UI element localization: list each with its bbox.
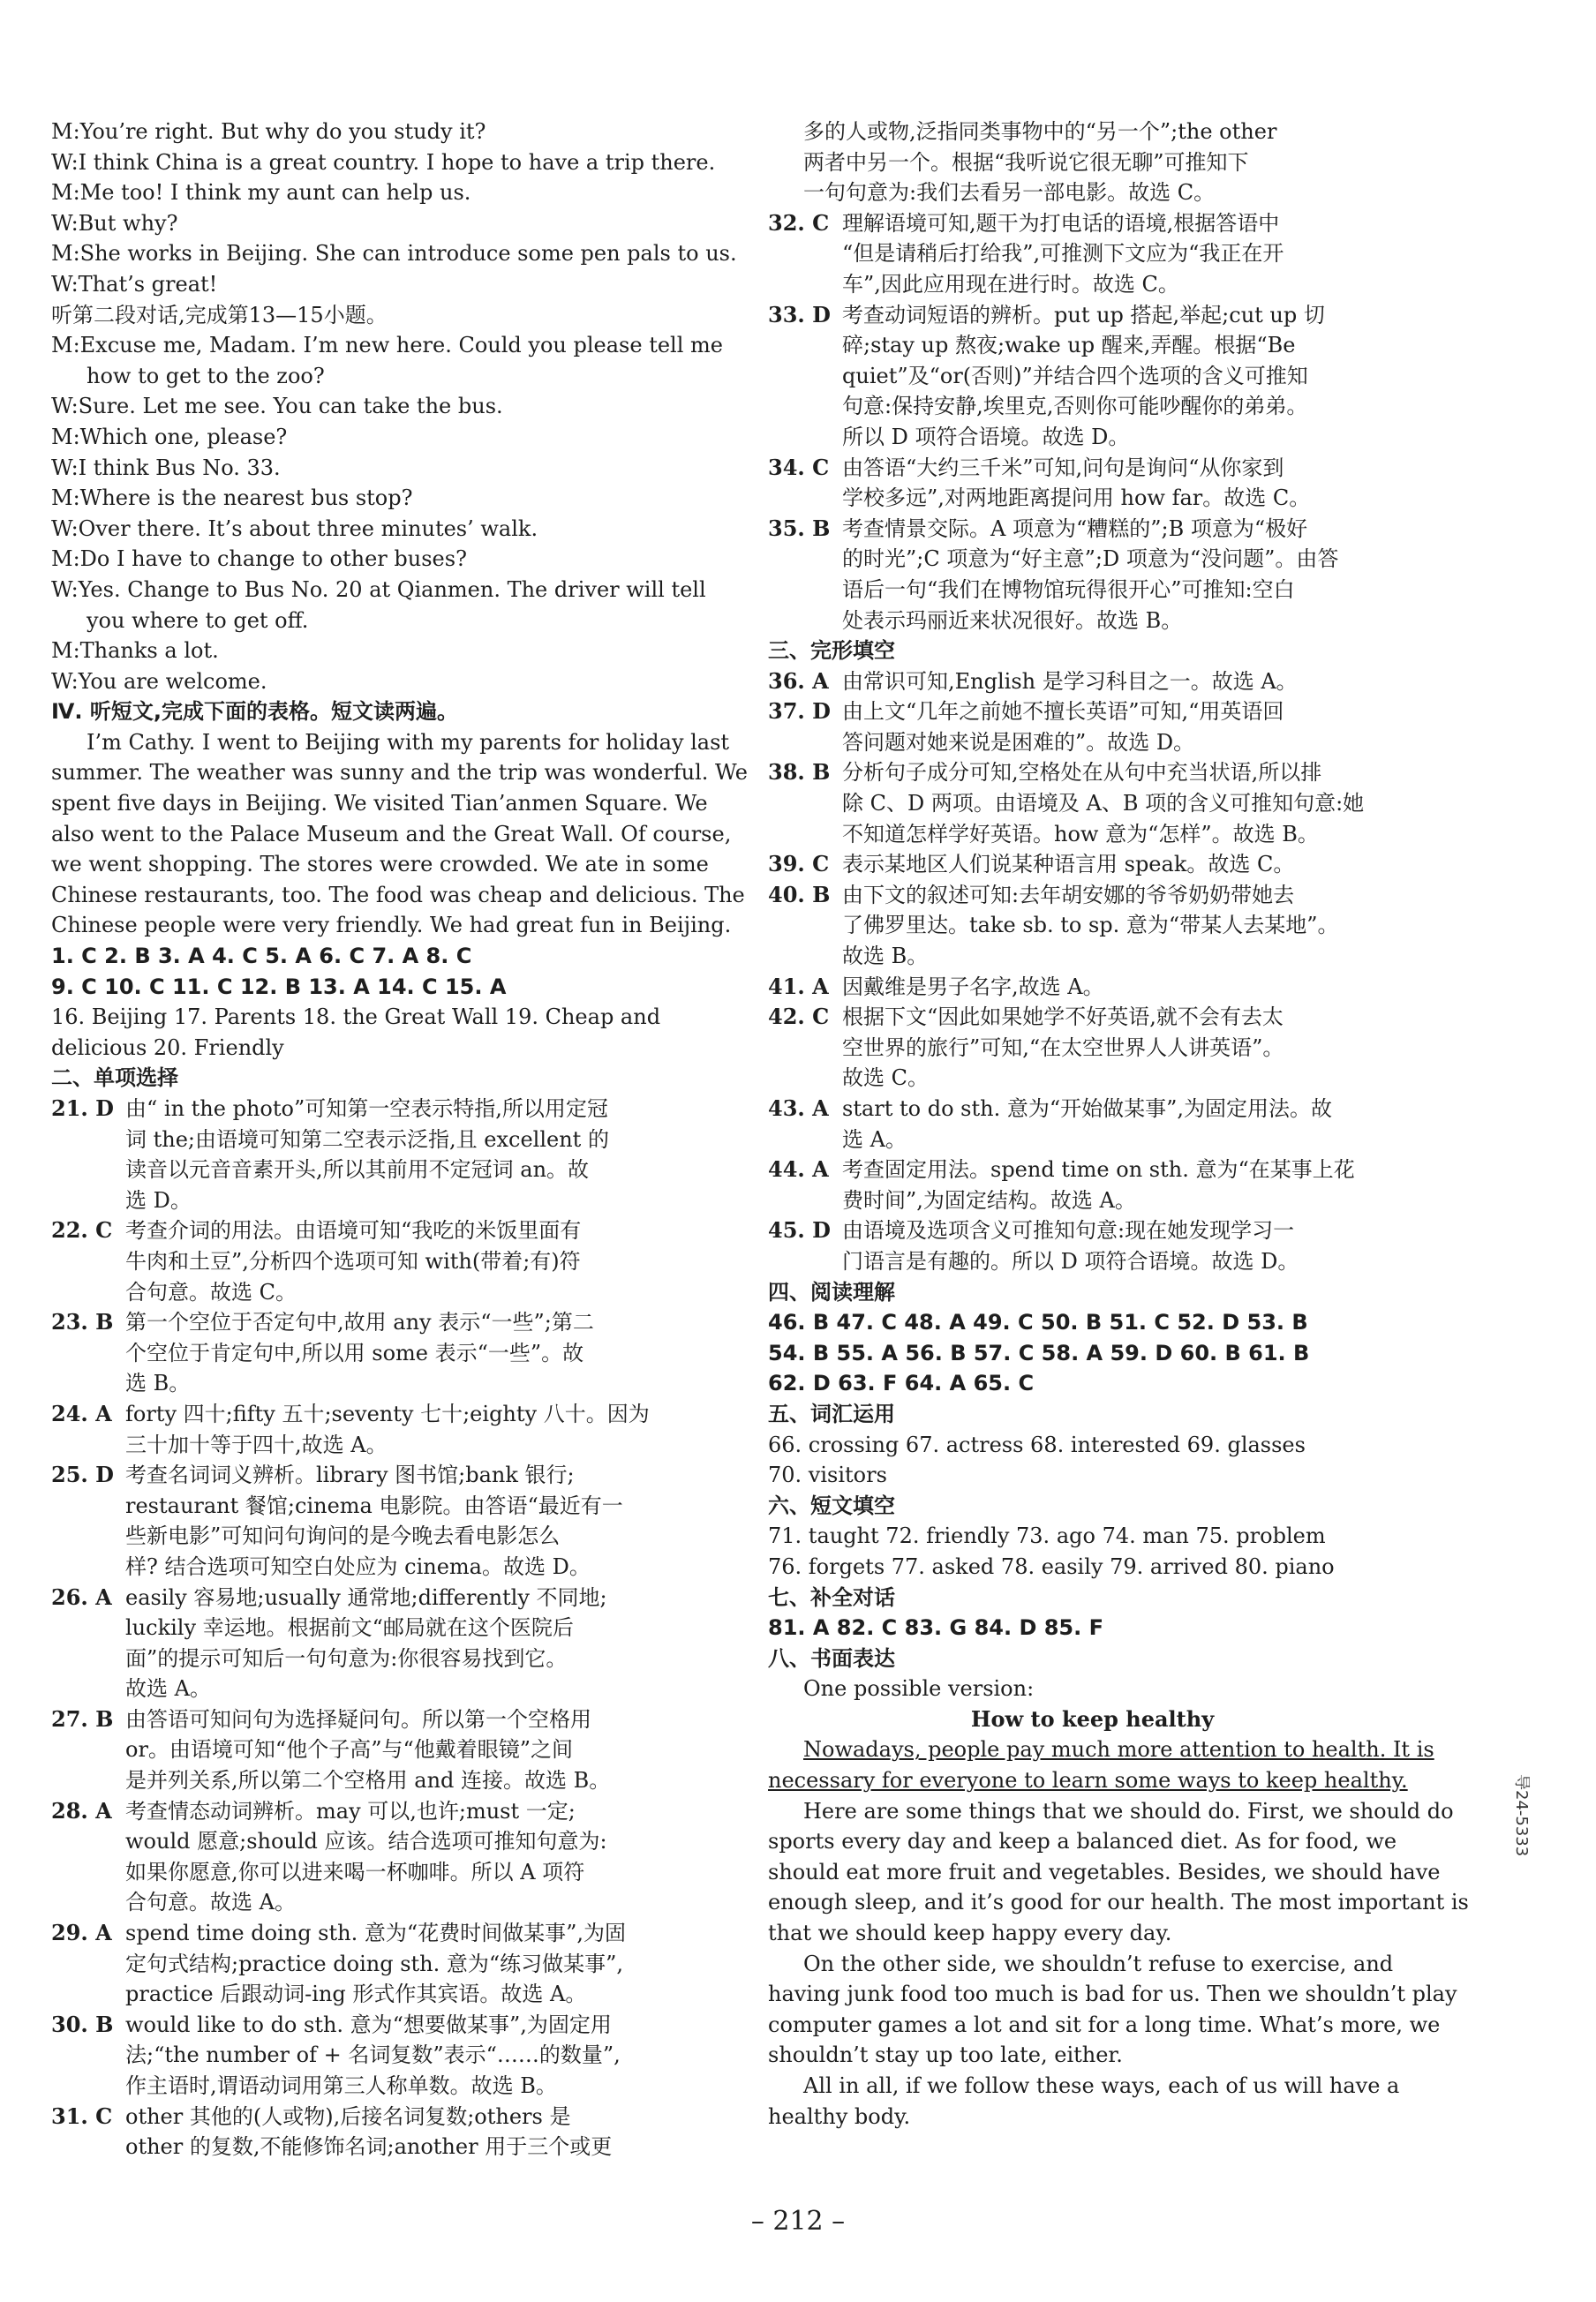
- explanation-line: 由答语可知问句为选择疑问句。所以第一个空格用: [125, 1706, 591, 1732]
- explanation-line: 合句意。故选 A。: [125, 1890, 296, 1915]
- dialogue-line: you where to get off.: [87, 607, 309, 633]
- item-explanation: [125, 1399, 700, 1460]
- explanation-line: 考查情景交际。A 项意为“糟糕的”;B 项意为“极好: [842, 515, 1308, 541]
- dialogue-two: [51, 330, 723, 696]
- item-number: 41. A: [768, 973, 829, 999]
- explanation-item: [768, 696, 1417, 757]
- item-number: 36. A: [768, 667, 829, 694]
- answer-row: 66. crossing 67. actress 68. interested 69. glasses: [768, 1432, 1306, 1457]
- explanation-line: 个空位于肯定句中,所以用 some 表示“一些”。故: [125, 1340, 584, 1365]
- explanation-item: [768, 1002, 1417, 1094]
- section-heading: 七、补全对话: [768, 1584, 895, 1610]
- item-explanation: [842, 208, 1417, 300]
- explanation-item: [51, 2010, 700, 2102]
- explanation-line: other 其他的(人或物),后接名词复数;others 是: [125, 2103, 571, 2129]
- explanation-item: [768, 300, 1417, 453]
- explanation-line: would 愿意;should 应该。结合选项可推知句意为:: [125, 1829, 607, 1854]
- dialogue-line: M:Do I have to change to other buses?: [51, 546, 467, 572]
- item-explanation: [842, 696, 1417, 757]
- item-explanation: [125, 1704, 700, 1796]
- explanation-line: easily 容易地;usually 通常地;differently 不同地;: [125, 1584, 607, 1610]
- explanation-line: would like to do sth. 意为“想要做某事”,为固定用: [125, 2012, 612, 2037]
- essay-line: shouldn’t stay up too late, either.: [768, 2042, 1123, 2068]
- explanation-line: 如果你愿意,你可以进来喝一杯咖啡。所以 A 项符: [125, 1859, 585, 1884]
- item-explanation: [125, 1307, 700, 1399]
- item-number: 24. A: [51, 1400, 112, 1426]
- possible-version-label: One possible version:: [803, 1676, 1035, 1702]
- dialogue-one: [51, 117, 737, 300]
- explanation-item: [768, 514, 1417, 636]
- explanation-line: other 的复数,不能修饰名词;another 用于三个或更: [125, 2134, 613, 2160]
- explanation-line: 空世界的旅行”可知,“在太空世界人人讲英语”。: [842, 1034, 1284, 1060]
- item-explanation: [125, 1460, 700, 1582]
- item-number: 37. D: [768, 698, 831, 725]
- dialogue-line: W:Sure. Let me see. You can take the bus.: [51, 394, 503, 419]
- item-number: 40. B: [768, 881, 831, 907]
- explanation-item: [768, 208, 1417, 300]
- explanation-line: 法;“the number of + 名词复数”表示“……的数量”,: [125, 2042, 621, 2068]
- answer-row: 1. C 2. B 3. A 4. C 5. A 6. C 7. A 8. C: [51, 944, 472, 969]
- explanation-line: forty 四十;fifty 五十;seventy 七十;eighty 八十。因为: [125, 1401, 650, 1426]
- explanation-line: 考查介词的用法。由语境可知“我吃的米饭里面有: [125, 1218, 582, 1244]
- section-heading: 三、完形填空: [768, 638, 895, 664]
- explanation-item: [51, 1399, 700, 1460]
- explanation-line: 处表示玛丽近来状况很好。故选 B。: [842, 607, 1183, 633]
- essay-line: enough sleep, and it’s good for our health. The most important is: [768, 1890, 1469, 1915]
- item-number: 33. D: [768, 301, 831, 327]
- item-explanation: [125, 2102, 700, 2163]
- item-explanation: [125, 2010, 700, 2102]
- explanation-item: [768, 1215, 1417, 1276]
- item-number: 25. D: [51, 1462, 114, 1488]
- answer-row: 54. B 55. A 56. B 57. C 58. A 59. D 60. B 61. B: [768, 1340, 1310, 1365]
- answer-row: delicious 20. Friendly: [51, 1034, 284, 1060]
- explanation-item: [51, 1704, 700, 1796]
- single-choice-explanations: [51, 1094, 700, 2163]
- essay-line: All in all, if we follow these ways, each of us will have a: [803, 2073, 1400, 2098]
- essay-line: computer games a lot and sit for a long time. What’s more, we: [768, 2012, 1441, 2037]
- item-number: 29. A: [51, 1920, 112, 1946]
- explanation-item: [51, 2102, 700, 2163]
- explanation-line: 车”,因此应用现在进行时。故选 C。: [842, 271, 1179, 297]
- explanation-line: 两者中另一个。根据“我听说它很无聊”可推知下: [803, 149, 1249, 175]
- explanation-line: 考查情态动词辨析。may 可以,也许;must 一定;: [125, 1798, 576, 1824]
- dialogue-line: W:I think China is a great country. I hope to have a trip there.: [51, 149, 716, 175]
- essay-line: On the other side, we shouldn’t refuse to exercise, and: [803, 1951, 1394, 1976]
- dialogue-line: W:That’s great!: [51, 271, 218, 297]
- section-heading: 六、短文填空: [768, 1493, 895, 1518]
- explanation-line: 合句意。故选 C。: [125, 1279, 297, 1305]
- explanation-line: start to do sth. 意为“开始做某事”,为固定用法。故: [842, 1096, 1333, 1121]
- answer-row: 9. C 10. C 11. C 12. B 13. A 14. C 15. A: [51, 974, 507, 999]
- explanation-item: [768, 1155, 1417, 1215]
- explanation-line: 句意:保持安静,埃里克,否则你可能吵醒你的弟弟。: [842, 394, 1308, 419]
- explanation-line: 因戴维是男子名字,故选 A。: [842, 974, 1104, 999]
- explanation-line: 牛肉和土豆”,分析四个选项可知 with(带着;有)符: [125, 1248, 581, 1274]
- dialogue-line: W:I think Bus No. 33.: [51, 455, 281, 480]
- item-explanation: [842, 1002, 1417, 1094]
- explanation-line: 根据下文“因此如果她学不好英语,就不会有去太: [842, 1004, 1284, 1030]
- explanation-line: 分析句子成分可知,空格处在从句中充当状语,所以排: [842, 760, 1322, 786]
- passage-line: also went to the Palace Museum and the Great Wall. Of course,: [51, 821, 732, 846]
- item-explanation: [125, 1796, 700, 1918]
- section-heading: 八、书面表达: [768, 1645, 895, 1671]
- item-explanation: [842, 1155, 1417, 1215]
- answer-row: 81. A 82. C 83. G 84. D 85. F: [768, 1615, 1103, 1641]
- item-explanation: [842, 453, 1417, 514]
- explanation-item: [51, 1918, 700, 2010]
- explanation-line: 语后一句“我们在博物馆玩得很开心”可推知:空白: [842, 576, 1295, 602]
- passage-line: we went shopping. The stores were crowded. We ate in some: [51, 852, 709, 877]
- item-explanation: [842, 757, 1417, 849]
- answer-row: 16. Beijing 17. Parents 18. the Great Wall 19. Cheap and: [51, 1004, 661, 1030]
- dialogue-line: M:Where is the nearest bus stop?: [51, 485, 413, 511]
- explanation-item: [768, 666, 1417, 697]
- explanation-item: [768, 972, 1417, 1003]
- essay-line: healthy body.: [768, 2103, 911, 2129]
- item-number: 28. A: [51, 1797, 112, 1824]
- item-number: 43. A: [768, 1095, 829, 1121]
- item-number: 38. B: [768, 759, 831, 786]
- explanation-line: “但是请稍后打给我”,可推测下文应为“我正在开: [842, 241, 1284, 267]
- explanation-line: 所以 D 项符合语境。故选 D。: [842, 424, 1130, 449]
- explanation-line: restaurant 餐馆;cinema 电影院。由答语“最近有一: [125, 1493, 623, 1518]
- item-number: 35. B: [768, 515, 831, 541]
- listening-passage: [51, 727, 748, 941]
- dialogue-line: M:You’re right. But why do you study it?: [51, 119, 486, 144]
- item-explanation: [125, 1918, 700, 2010]
- essay-line: that we should keep happy every day.: [768, 1921, 1172, 1946]
- answer-row: 70. visitors: [768, 1463, 887, 1488]
- passage-line: summer. The weather was sunny and the trip was wonderful. We: [51, 760, 748, 786]
- explanation-line: practice 后跟动词-ing 形式作其宾语。故选 A。: [125, 1982, 587, 2007]
- item-explanation: [842, 1215, 1417, 1276]
- explanation-item: [51, 1307, 700, 1399]
- item-number: 32. C: [768, 209, 830, 236]
- explanation-item: [51, 1215, 700, 1307]
- item-number: 31. C: [51, 2103, 113, 2129]
- left-column: [51, 117, 748, 2163]
- explanation-line: 的时光”;C 项意为“好主意”;D 项意为“没问题”。由答: [842, 546, 1339, 572]
- explanation-line: 由上文“几年之前她不擅长英语”可知,“用英语回: [842, 699, 1284, 725]
- explanation-line: 理解语境可知,题干为打电话的语境,根据答语中: [842, 210, 1280, 236]
- explanation-line: 由答语“大约三千米”可知,问句是询问“从你家到: [842, 455, 1284, 480]
- essay-underlined-line: Nowadays, people pay much more attention to health. It is: [803, 1737, 1434, 1763]
- explanation-line: 面”的提示可知后一句句意为:你很容易找到它。: [125, 1645, 568, 1671]
- explanation-item: [51, 1094, 700, 1215]
- explanation-item: [768, 757, 1417, 849]
- explanation-line: 三十加十等于四十,故选 A。: [125, 1432, 388, 1457]
- item-explanation: [125, 1583, 700, 1704]
- answer-row: 71. taught 72. friendly 73. ago 74. man 75. problem: [768, 1523, 1326, 1549]
- explanation-line: 除 C、D 两项。由语境及 A、B 项的含义可推知句意:她: [842, 791, 1365, 816]
- passage-line: Chinese restaurants, too. The food was cheap and delicious. The: [51, 882, 745, 907]
- explanation-line: 故选 C。: [842, 1065, 929, 1091]
- explanation-line: 答问题对她来说是困难的”。故选 D。: [842, 729, 1195, 755]
- explanation-line: 了佛罗里达。take sb. to sp. 意为“带某人去某地”。: [842, 913, 1339, 938]
- explanation-line: or。由语境可知“他个子高”与“他戴着眼镜”之间: [125, 1737, 573, 1763]
- explanation-line: 样? 结合选项可知空白处应为 cinema。故选 D。: [125, 1553, 591, 1579]
- explanation-line: 考查动词短语的辨析。put up 搭起,举起;cut up 切: [842, 302, 1325, 327]
- item-number: 44. A: [768, 1156, 829, 1183]
- explanation-line: 定句式结构;practice doing sth. 意为“练习做某事”,: [125, 1951, 624, 1976]
- explanation-line: 考查名词词义辨析。library 图书馆;bank 银行;: [125, 1463, 575, 1488]
- explanation-line: 由常识可知,English 是学习科目之一。故选 A。: [842, 668, 1298, 694]
- explanation-line: 不知道怎样学好英语。how 意为“怎样”。故选 B。: [842, 821, 1319, 846]
- explanation-item: [51, 1460, 700, 1582]
- item-number: 34. C: [768, 454, 830, 480]
- item-explanation: [842, 880, 1417, 972]
- explanation-line: 表示某地区人们说某种语言用 speak。故选 C。: [842, 852, 1295, 877]
- explanation-line: 故选 B。: [842, 944, 929, 969]
- essay-line: Here are some things that we should do. First, we should do: [803, 1798, 1454, 1824]
- item-explanation: [125, 1094, 700, 1215]
- item-number: 27. B: [51, 1705, 114, 1732]
- page-number: – 212 –: [750, 2206, 846, 2237]
- dialogue-line: M:Me too! I think my aunt can help us.: [51, 180, 471, 206]
- item-explanation: [842, 300, 1417, 453]
- essay-underlined-line: necessary for everyone to learn some ways to keep healthy.: [768, 1768, 1408, 1794]
- single-choice-explanations: [768, 208, 1417, 636]
- passage-line: I’m Cathy. I went to Beijing with my parents for holiday last: [87, 729, 730, 755]
- explanation-line: 碎;stay up 熬夜;wake up 醒来,弄醒。根据“Be: [842, 333, 1296, 358]
- item-explanation: [842, 849, 1417, 880]
- item-number: 23. B: [51, 1309, 114, 1335]
- item-number: 42. C: [768, 1004, 830, 1030]
- explanation-line: 由“ in the photo”可知第一空表示特指,所以用定冠: [125, 1096, 608, 1121]
- explanation-line: 费时间”,为固定结构。故选 A。: [842, 1187, 1136, 1213]
- item-number: 21. D: [51, 1095, 114, 1121]
- dialogue-line: M:Excuse me, Madam. I’m new here. Could you please tell me: [51, 333, 723, 358]
- section-heading: Ⅳ. 听短文,完成下面的表格。短文读两遍。: [51, 699, 458, 725]
- explanation-line: 一句句意为:我们去看另一部电影。故选 C。: [803, 180, 1216, 206]
- explanation-item: [51, 1583, 700, 1704]
- explanation-line: 作主语时,谓语动词用第三人称单数。故选 B。: [125, 2073, 557, 2098]
- item-explanation: [842, 1094, 1417, 1155]
- explanation-line: 第一个空位于否定句中,故用 any 表示“一些”;第二: [125, 1310, 594, 1335]
- dialogue-two-heading: 听第二段对话,完成第13—15小题。: [51, 302, 388, 327]
- explanation-item: [768, 849, 1417, 880]
- dialogue-line: M:She works in Beijing. She can introduce some pen pals to us.: [51, 241, 737, 267]
- item-explanation: [842, 514, 1417, 636]
- item-number: 26. A: [51, 1584, 112, 1610]
- explanation-item: [768, 453, 1417, 514]
- essay-line: sports every day and keep a balanced diet. As for food, we: [768, 1829, 1397, 1854]
- essay-line: having junk food too much is bad for us. Then we shouldn’t play: [768, 1982, 1457, 2007]
- explanation-line: quiet”及“or(否则)”并结合四个选项的含义可推知: [842, 363, 1308, 388]
- explanation-line: 选 B。: [125, 1371, 191, 1396]
- explanation-line: 由语境及选项含义可推知句意:现在她发现学习一: [842, 1218, 1295, 1244]
- right-column: [768, 117, 1469, 2132]
- item-explanation: [842, 666, 1417, 697]
- explanation-line: 故选 A。: [125, 1676, 211, 1702]
- dialogue-line: M:Thanks a lot.: [51, 638, 219, 664]
- explanation-line: 选 A。: [842, 1126, 907, 1152]
- explanation-line: 些新电影”可知问句询问的是今晚去看电影怎么: [125, 1523, 561, 1549]
- item-number: 22. C: [51, 1217, 113, 1244]
- explanation-line: 词 the;由语境可知第二空表示泛指,且 excellent 的: [125, 1126, 609, 1152]
- section-heading: 二、单项选择: [51, 1065, 178, 1091]
- essay-body: [768, 1796, 1469, 2133]
- item-number: 30. B: [51, 2011, 114, 2037]
- explanation-line: 多的人或物,泛指同类事物中的“另一个”;the other: [803, 119, 1277, 144]
- dialogue-line: W:Over there. It’s about three minutes’ walk.: [51, 515, 538, 541]
- item-explanation: [125, 1215, 700, 1307]
- item-explanation: [842, 972, 1417, 1003]
- explanation-line: spend time doing sth. 意为“花费时间做某事”,为固: [125, 1921, 627, 1946]
- passage-line: Chinese people were very friendly. We had great fun in Beijing.: [51, 913, 732, 938]
- dialogue-line: W:Yes. Change to Bus No. 20 at Qianmen. The driver will tell: [51, 576, 706, 602]
- explanation-line: 读音以元音音素开头,所以其前用不定冠词 an。故: [125, 1157, 590, 1183]
- section-heading: 四、阅读理解: [768, 1279, 895, 1305]
- cloze-explanations: [768, 666, 1417, 1277]
- explanation-line: 学校多远”,对两地距离提问用 how far。故选 C。: [842, 485, 1311, 511]
- explanation-line: 选 D。: [125, 1187, 192, 1213]
- side-code: 导24-5333: [1512, 1774, 1531, 1857]
- item-31-continued: [768, 117, 1417, 208]
- dialogue-line: W:You are welcome.: [51, 668, 267, 694]
- dialogue-line: W:But why?: [51, 210, 178, 236]
- explanation-line: 由下文的叙述可知:去年胡安娜的爷爷奶奶带她去: [842, 882, 1295, 907]
- explanation-line: 是并列关系,所以第二个空格用 and 连接。故选 B。: [125, 1768, 611, 1794]
- explanation-line: 考查固定用法。spend time on sth. 意为“在某事上花: [842, 1157, 1355, 1183]
- explanation-item: [51, 1796, 700, 1918]
- explanation-line: 门语言是有趣的。所以 D 项符合语境。故选 D。: [842, 1248, 1299, 1274]
- explanation-line: luckily 幸运地。根据前文“邮局就在这个医院后: [125, 1615, 574, 1641]
- item-number: 45. D: [768, 1217, 831, 1244]
- answer-row: 76. forgets 77. asked 78. easily 79. arrived 80. piano: [768, 1553, 1335, 1579]
- section-heading: 五、词汇运用: [768, 1401, 895, 1426]
- item-number: 39. C: [768, 851, 830, 877]
- answer-row: 62. D 63. F 64. A 65. C: [768, 1371, 1035, 1396]
- explanation-item: [768, 880, 1417, 972]
- answer-row: 46. B 47. C 48. A 49. C 50. B 51. C 52. D 53. B: [768, 1310, 1308, 1335]
- passage-line: spent five days in Beijing. We visited Tian’anmen Square. We: [51, 791, 708, 816]
- dialogue-line: how to get to the zoo?: [87, 363, 325, 388]
- dialogue-line: M:Which one, please?: [51, 424, 288, 449]
- explanation-item: [768, 1094, 1417, 1155]
- essay-line: should eat more fruit and vegetables. Besides, we should have: [768, 1859, 1441, 1884]
- essay-title: How to keep healthy: [970, 1705, 1215, 1732]
